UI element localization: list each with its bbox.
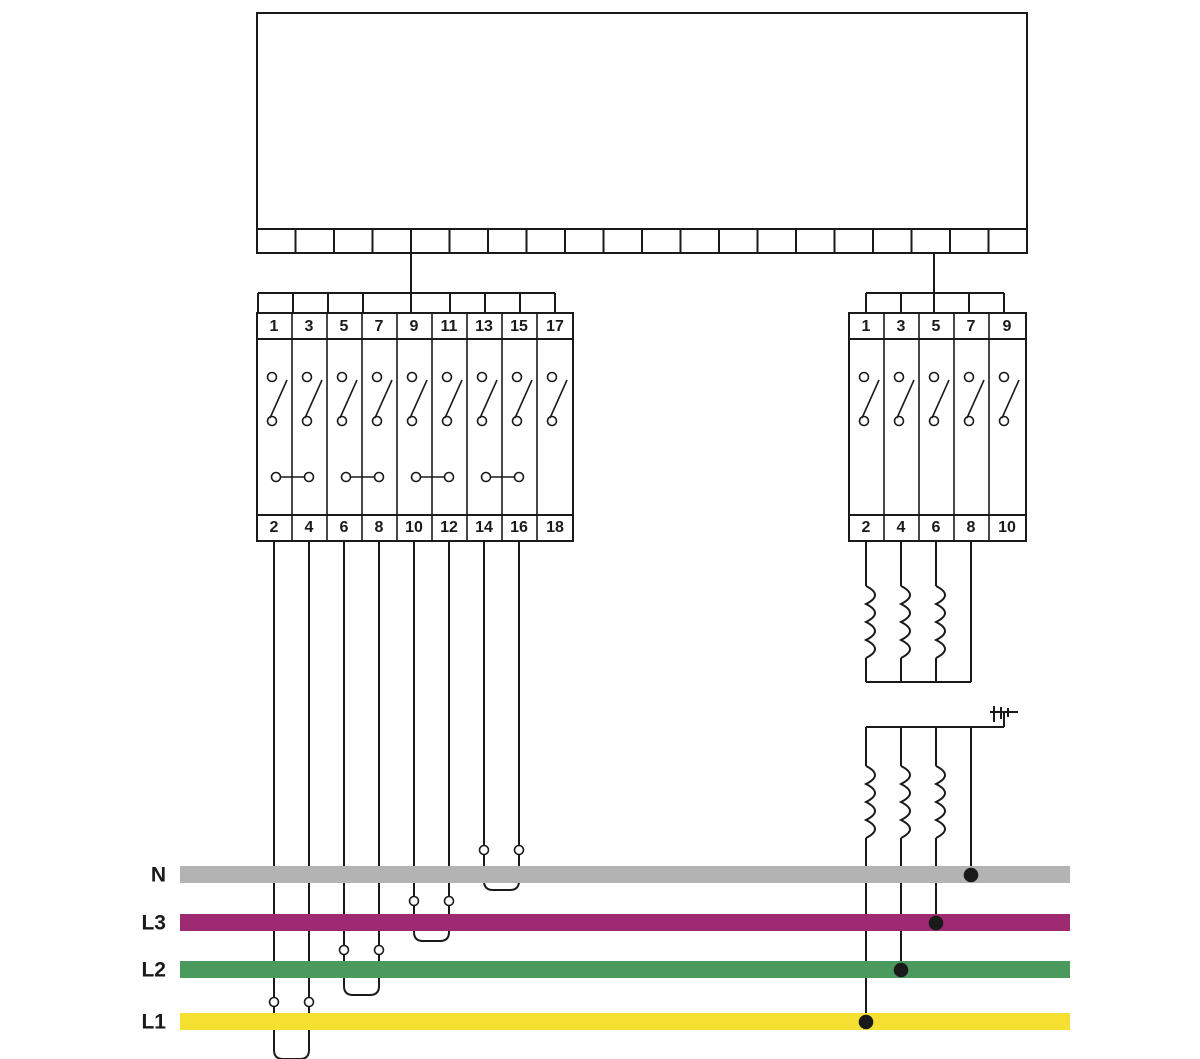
svg-text:18: 18 — [546, 519, 564, 537]
svg-text:6: 6 — [931, 519, 941, 537]
svg-text:5: 5 — [339, 318, 349, 336]
svg-text:6: 6 — [339, 519, 349, 537]
bus-labels — [141, 864, 166, 1034]
current-transformer-upper — [866, 541, 971, 682]
right-terminal-block — [849, 293, 1026, 541]
bus-bar-n — [180, 866, 1070, 883]
bus-label-n: N — [150, 863, 166, 887]
svg-text:17: 17 — [546, 318, 564, 336]
svg-text:8: 8 — [374, 519, 384, 537]
svg-text:10: 10 — [405, 519, 423, 537]
svg-text:4: 4 — [896, 519, 906, 537]
svg-text:9: 9 — [1002, 318, 1012, 336]
left-block-comb — [258, 293, 555, 313]
bus-bar-l2 — [180, 961, 1070, 978]
svg-text:12: 12 — [440, 519, 458, 537]
bus-label-l3: L3 — [141, 911, 166, 935]
svg-text:1: 1 — [269, 318, 279, 336]
left-block-wire-drops — [270, 541, 524, 1059]
svg-text:7: 7 — [374, 318, 384, 336]
svg-text:3: 3 — [304, 318, 314, 336]
svg-text:3: 3 — [896, 318, 906, 336]
bus-connection-dots — [860, 869, 978, 1029]
bus-bar-l1 — [180, 1013, 1070, 1030]
svg-text:9: 9 — [409, 318, 419, 336]
svg-text:11: 11 — [440, 318, 458, 336]
svg-text:7: 7 — [966, 318, 976, 336]
svg-text:10: 10 — [998, 519, 1016, 537]
svg-text:1: 1 — [861, 318, 871, 336]
svg-text:16: 16 — [510, 519, 528, 537]
svg-text:4: 4 — [304, 519, 314, 537]
left-terminal-block — [257, 293, 573, 541]
svg-text:2: 2 — [861, 519, 871, 537]
svg-text:8: 8 — [966, 519, 976, 537]
svg-text:14: 14 — [475, 519, 493, 537]
device-enclosure — [257, 13, 1027, 253]
svg-text:13: 13 — [475, 318, 493, 336]
svg-text:15: 15 — [510, 318, 528, 336]
bus-label-l2: L2 — [141, 958, 166, 982]
right-block-comb — [866, 293, 1004, 313]
svg-text:2: 2 — [269, 519, 279, 537]
device-to-block-links — [411, 253, 934, 293]
svg-text:5: 5 — [931, 318, 941, 336]
bus-label-l1: L1 — [141, 1010, 166, 1034]
